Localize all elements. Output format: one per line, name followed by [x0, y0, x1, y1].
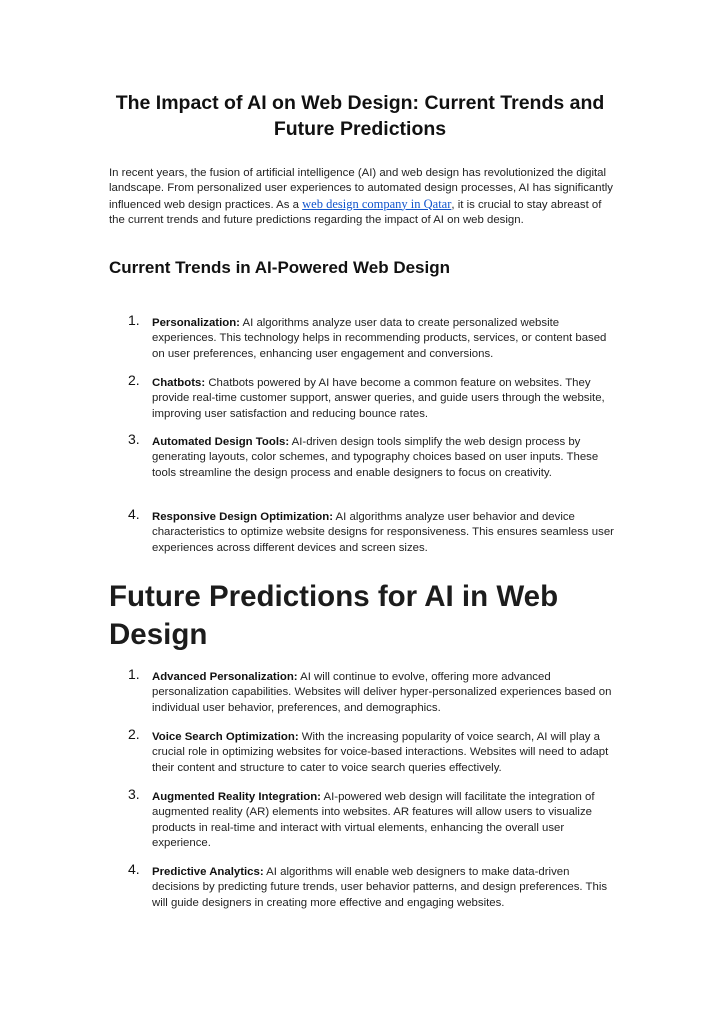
- current-trends-heading: Current Trends in AI-Powered Web Design: [109, 258, 450, 277]
- page-title: The Impact of AI on Web Design: Current Trends and Future Predictions: [115, 92, 605, 140]
- list-item-text: AI will continue to evolve, offering more advanced personalization capabilities. Websites will deliver hyper-personalized experiences based on individual user behavior, preferences, and demographics.: [152, 671, 612, 714]
- web-design-company-link[interactable]: web design company in Qatar: [302, 196, 452, 211]
- future-predictions-heading: Future Predictions for AI in Web Design: [109, 580, 559, 651]
- list-number: 3.: [128, 786, 140, 802]
- list-item-term: Predictive Analytics:: [152, 866, 264, 878]
- current-list-item: [128, 312, 618, 362]
- list-item-term: Advanced Personalization:: [152, 671, 298, 683]
- current-list-item: [128, 506, 618, 556]
- current-list-item: [128, 431, 618, 481]
- list-number: 4.: [128, 861, 140, 877]
- list-item-text: With the increasing popularity of voice search, AI will play a crucial role in optimizing websites for voice-based interactions. Websites will need to adapt their content and structure to cater to voice search queries effectively.: [152, 731, 609, 774]
- list-item-term: Chatbots:: [152, 377, 206, 389]
- list-number: 2.: [128, 726, 140, 742]
- list-number: 1.: [128, 666, 140, 682]
- list-item-text: AI-powered web design will facilitate the integration of augmented reality (AR) elements into websites. AR features will allow users to visualize products in real-time and interact with virtual elements, enhancing the overall user experience.: [152, 791, 595, 849]
- list-item-term: Voice Search Optimization:: [152, 731, 299, 743]
- list-number: 3.: [128, 431, 140, 447]
- current-list-item: [128, 372, 618, 422]
- future-list-item: [128, 786, 618, 851]
- list-item-term: Personalization:: [152, 317, 240, 329]
- future-list-item: [128, 666, 618, 716]
- list-item-text: Chatbots powered by AI have become a common feature on websites. They provide real-time customer support, answer queries, and guide users through the website, improving user satisfaction and reducing bounce rates.: [152, 377, 605, 420]
- list-item-text: AI-driven design tools simplify the web design process by generating layouts, color schemes, and typography choices based on user inputs. These tools streamline the design process and enable designers to focus on creativity.: [152, 436, 599, 479]
- list-item-text: AI algorithms will enable web designers to make data-driven decisions by predicting future trends, user behavior patterns, and design preferences. This will guide designers in creating more effective and engaging websites.: [152, 866, 608, 909]
- list-item-term: Automated Design Tools:: [152, 436, 290, 448]
- list-item-term: Augmented Reality Integration:: [152, 791, 321, 803]
- list-number: 2.: [128, 372, 140, 388]
- intro-text-after: , it is crucial to stay abreast of the current trends and future predictions regarding the impact of AI on web design.: [109, 198, 602, 226]
- intro-paragraph: [109, 166, 619, 228]
- list-item-text: AI algorithms analyze user behavior and device characteristics to optimize website designs for responsiveness. This ensures seamless user experiences across different devices and screen sizes.: [152, 511, 614, 554]
- list-number: 4.: [128, 506, 140, 522]
- list-number: 1.: [128, 312, 140, 328]
- intro-text-before: In recent years, the fusion of artificial intelligence (AI) and web design has revolutionized the digital landscape. From personalized user experiences to automated design processes, AI has significantly influenced web design practices. As a: [109, 167, 613, 211]
- list-item-text: AI algorithms analyze user data to create personalized website experiences. This technology helps in recommending products, services, or content based on user preferences, enhancing user engagement and conversions.: [152, 317, 607, 360]
- future-list-item: [128, 861, 618, 911]
- list-item-term: Responsive Design Optimization:: [152, 511, 334, 523]
- future-list-item: [128, 726, 618, 776]
